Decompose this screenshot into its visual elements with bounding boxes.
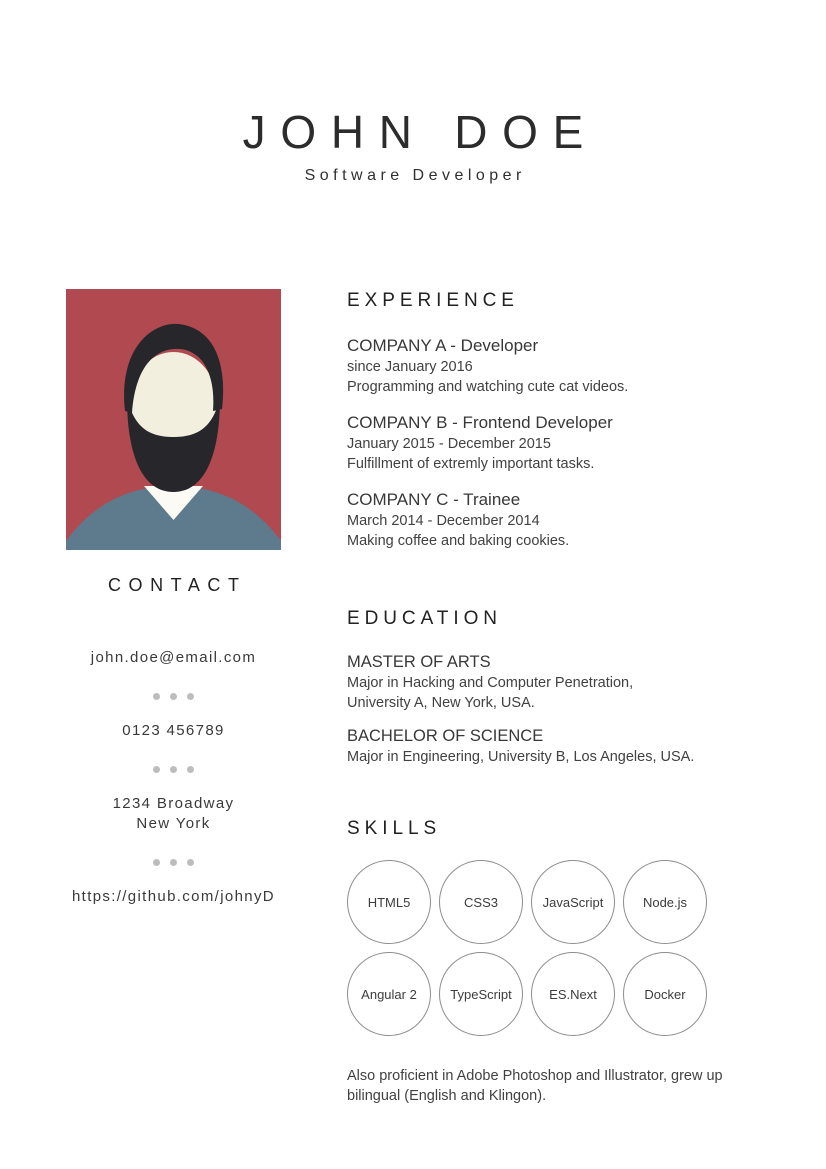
dot [170, 766, 177, 773]
experience-item [347, 488, 775, 551]
skills-grid [347, 860, 707, 1036]
person-job-title: Software Developer [304, 167, 526, 184]
experience-item-description: Making coffee and baking cookies. [347, 533, 570, 549]
contact-heading: CONTACT [107, 575, 247, 595]
skill-label: Docker [644, 986, 686, 1002]
dots-separator [66, 859, 281, 866]
contact-list [66, 648, 281, 907]
dot [187, 766, 194, 773]
skills-heading: SKILLS [347, 818, 442, 839]
contact-address-line1: 1234 Broadway [112, 795, 235, 812]
contact-email: john.doe@email.com [90, 649, 257, 666]
skill-label: TypeScript [450, 986, 512, 1002]
person-name: JOHN DOE [242, 106, 599, 158]
education-item-description: Major in Hacking and Computer Penetration, University A, New York, USA. [347, 675, 634, 711]
dot [187, 693, 194, 700]
skill-label: ES.Next [549, 986, 597, 1002]
education-item-title: MASTER OF ARTS [347, 653, 491, 671]
skill-badge [439, 860, 523, 944]
education-item-description: Major in Engineering, University B, Los Angeles, USA. [347, 749, 695, 765]
contact-phone: 0123 456789 [122, 722, 225, 739]
skill-badge [531, 860, 615, 944]
education-item-title: BACHELOR OF SCIENCE [347, 727, 544, 745]
experience-item-period: January 2015 - December 2015 [347, 436, 551, 452]
dot [170, 859, 177, 866]
resume-header [0, 106, 826, 185]
experience-item-title: COMPANY A - Developer [347, 336, 539, 355]
skill-badge [347, 952, 431, 1036]
dot [153, 859, 160, 866]
experience-heading: EXPERIENCE [347, 290, 519, 311]
right-column [347, 289, 775, 1106]
dots-separator [66, 766, 281, 773]
contact-website: https://github.com/johnyD [71, 888, 275, 905]
experience-item [347, 411, 775, 474]
skill-badge [347, 860, 431, 944]
experience-item-period: March 2014 - December 2014 [347, 513, 540, 529]
skill-badge [623, 860, 707, 944]
skills-note: Also proficient in Adobe Photoshop and Illustrator, grew up bilingual (English and Klingon). [347, 1068, 723, 1104]
dot [187, 859, 194, 866]
dot [170, 693, 177, 700]
skill-label: Node.js [642, 894, 688, 910]
skill-badge [531, 952, 615, 1036]
skill-label: CSS3 [464, 894, 498, 910]
left-column [66, 289, 281, 907]
education-heading: EDUCATION [347, 608, 502, 629]
education-item [347, 726, 775, 767]
skill-label: Angular 2 [361, 986, 417, 1002]
education-item [347, 652, 775, 713]
skill-badge [439, 952, 523, 1036]
skill-badge [623, 952, 707, 1036]
experience-item-description: Programming and watching cute cat videos. [347, 379, 629, 395]
skill-label: JavaScript [542, 894, 604, 910]
dot [153, 693, 160, 700]
skill-label: HTML5 [367, 894, 411, 910]
experience-item-period: since January 2016 [347, 359, 473, 375]
contact-address-line2: New York [136, 815, 211, 832]
dot [153, 766, 160, 773]
experience-item-description: Fulfillment of extremly important tasks. [347, 456, 595, 472]
experience-item-title: COMPANY C - Trainee [347, 490, 521, 509]
dots-separator [66, 693, 281, 700]
experience-item [347, 334, 775, 397]
profile-photo [66, 289, 281, 550]
experience-item-title: COMPANY B - Frontend Developer [347, 413, 613, 432]
